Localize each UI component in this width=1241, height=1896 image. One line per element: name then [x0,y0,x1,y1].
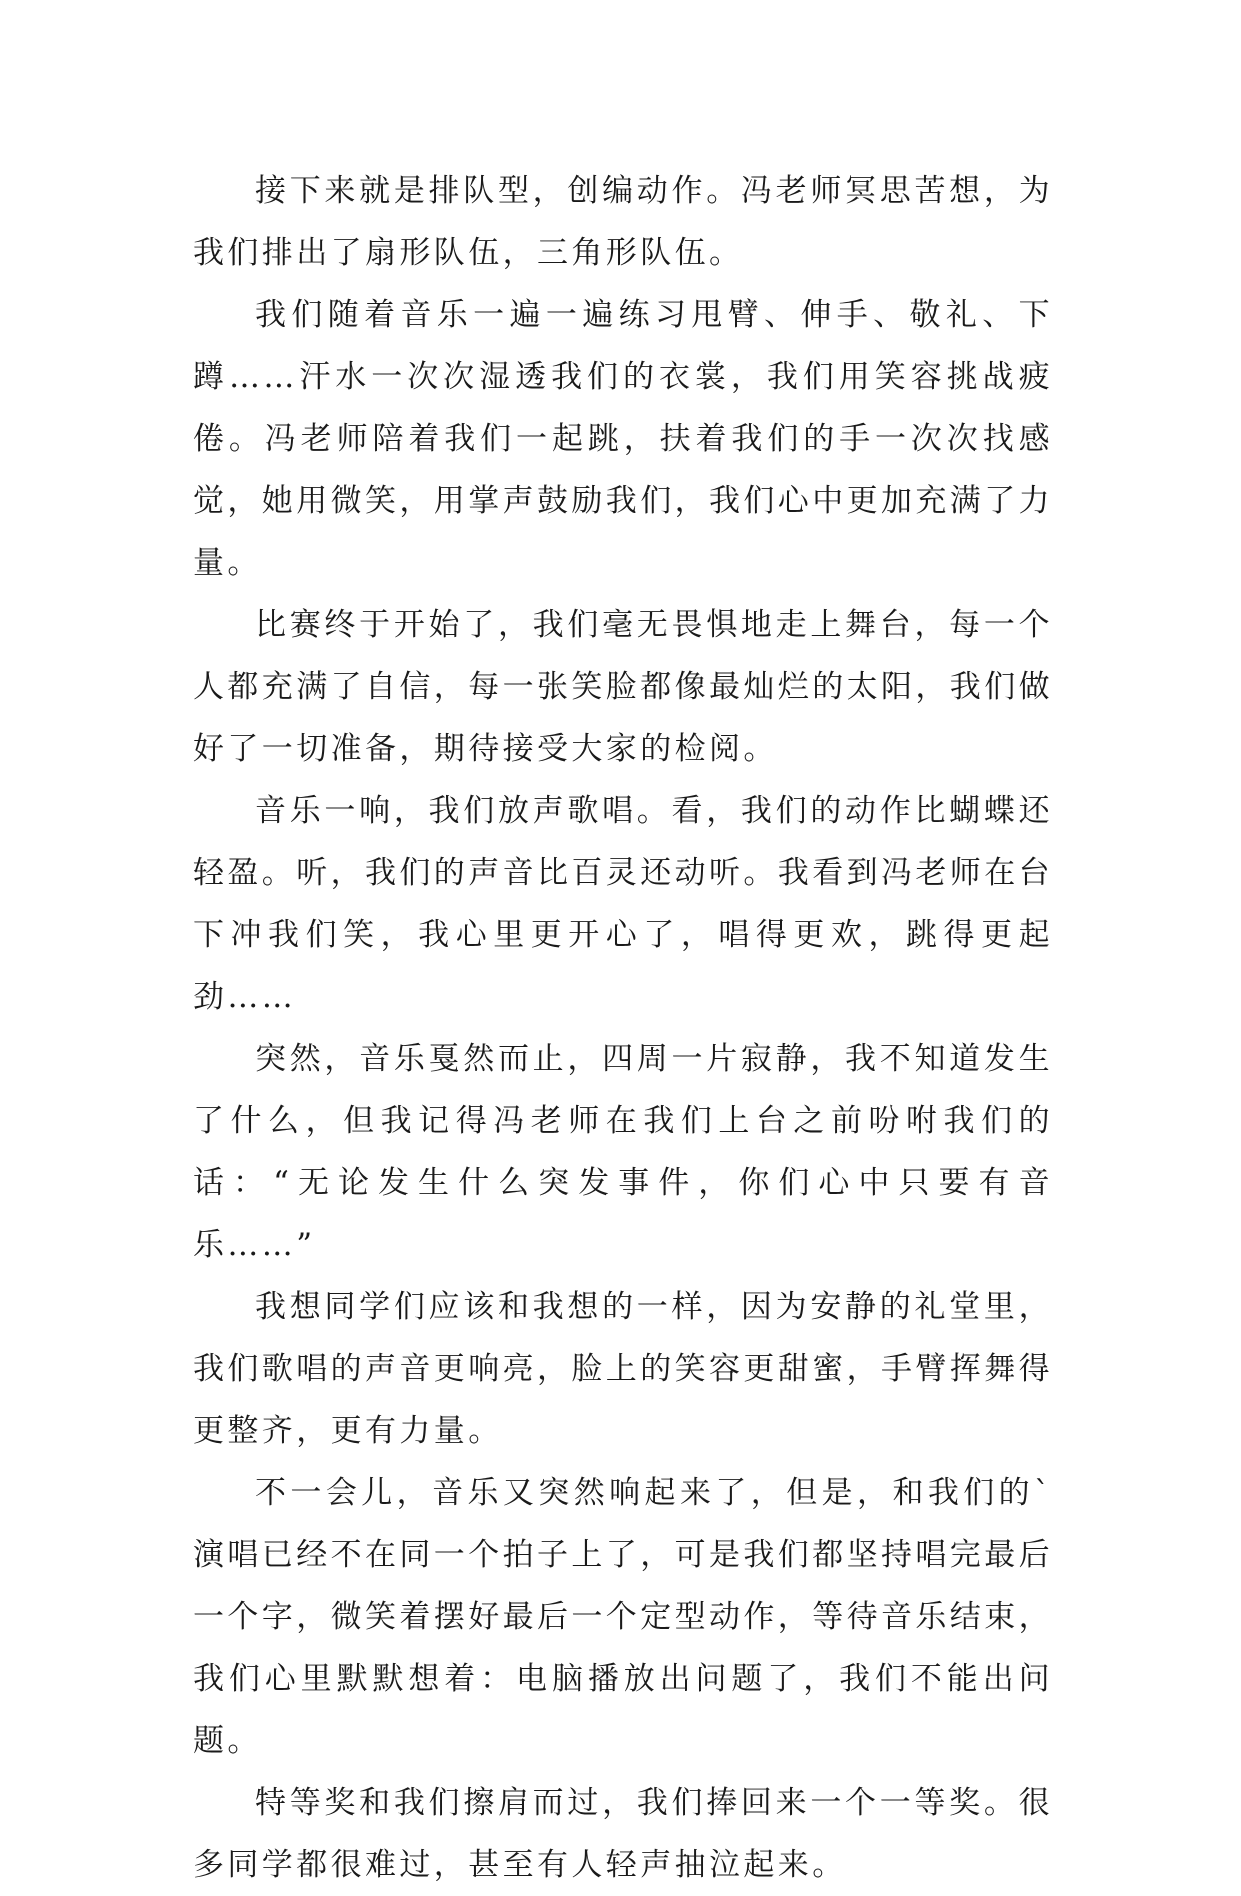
paragraph: 突然，音乐戛然而止，四周一片寂静，我不知道发生了什么，但我记得冯老师在我们上台之前吩咐我们的话：“无论发生什么突发事件，你们心中只要有音乐……” [193,1041,1053,1263]
paragraph: 音乐一响，我们放声歌唱。看，我们的动作比蝴蝶还轻盈。听，我们的声音比百灵还动听。我看到冯老师在台下冲我们笑，我心里更开心了，唱得更欢，跳得更起劲…… [193,793,1053,1015]
document-body [193,160,1053,1896]
paragraph: 特等奖和我们擦肩而过，我们捧回来一个一等奖。很多同学都很难过，甚至有人轻声抽泣起来。 [193,1785,1053,1883]
paragraph: 接下来就是排队型，创编动作。冯老师冥思苦想，为我们排出了扇形队伍，三角形队伍。 [193,173,1053,271]
paragraph: 我想同学们应该和我想的一样，因为安静的礼堂里，我们歌唱的声音更响亮，脸上的笑容更甜蜜，手臂挥舞得更整齐，更有力量。 [193,1289,1053,1449]
paragraph: 比赛终于开始了，我们毫无畏惧地走上舞台，每一个人都充满了自信，每一张笑脸都像最灿烂的太阳，我们做好了一切准备，期待接受大家的检阅。 [193,607,1053,767]
paragraph: 不一会儿，音乐又突然响起来了，但是，和我们的`演唱已经不在同一个拍子上了，可是我们都坚持唱完最后一个字，微笑着摆好最后一个定型动作，等待音乐结束，我们心里默默想着：电脑播放出问题了，我们不能出问题。 [193,1475,1053,1759]
paragraph: 我们随着音乐一遍一遍练习甩臂、伸手、敬礼、下蹲……汗水一次次湿透我们的衣裳，我们用笑容挑战疲倦。冯老师陪着我们一起跳，扶着我们的手一次次找感觉，她用微笑，用掌声鼓励我们，我们心中更加充满了力量。 [193,297,1053,581]
